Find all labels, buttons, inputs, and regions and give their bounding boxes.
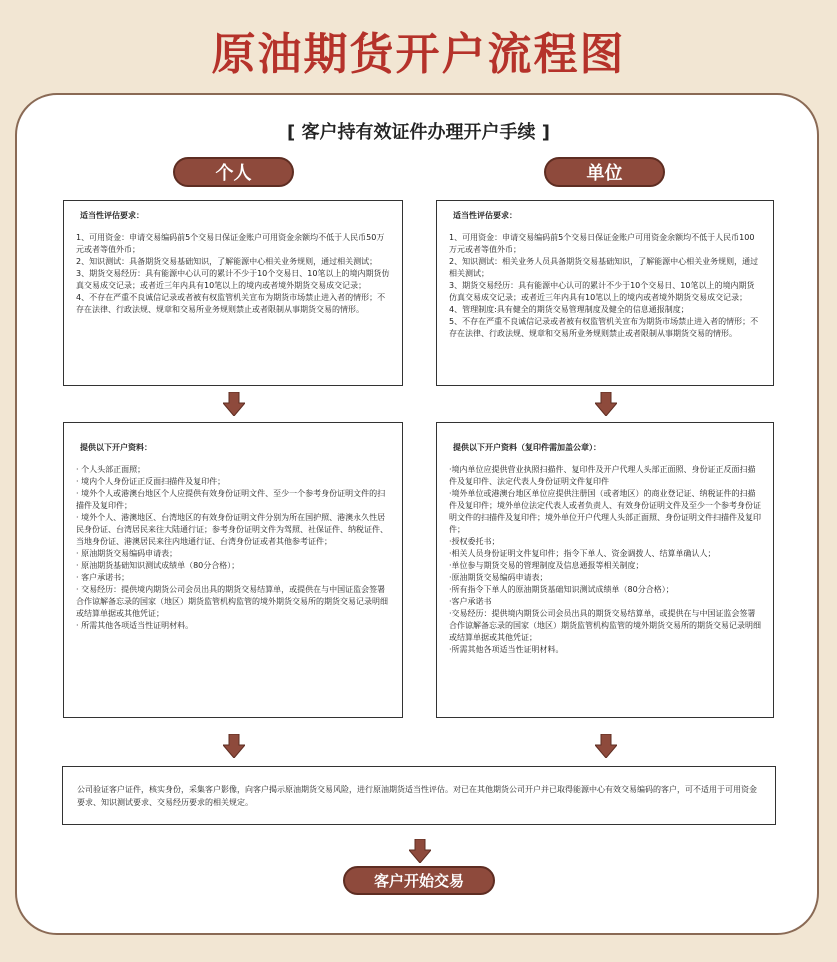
- organization-document-item: ·境外单位或港澳台地区单位应提供注册国（或者地区）的商业登记证、纳税证件的扫描件及复印件；境外单位法定代表人或者负责人、有效身份证明文件及至少一个参考身份证明文件的扫描件及复印件；境外单位开户代理人头部正面照、身份证明文件扫描件及复印件；: [449, 489, 761, 534]
- individual-assessment-line: 4、不存在严重不良诚信记录或者被有权监管机关宣布为期货市场禁止进入者的情形；不存在法律、行政法规、规章和交易所业务规则禁止或者限制从事期货交易的情形。: [76, 293, 386, 314]
- organization-assessment-line: 5、不存在严重不良诚信记录或者被有权监管机关宣布为期货市场禁止进入者的情形；不存在法律、行政法规、规章和交易所业务规则禁止或者限制从事期货交易的情形。: [449, 317, 759, 338]
- individual-document-item: · 境外个人或港澳台地区个人应提供有效身份证明文件、至少一个参考身份证明文件的扫描件及复印件；: [76, 489, 386, 510]
- organization-label: 单位: [544, 157, 665, 187]
- organization-document-item: ·单位参与期货交易的管理制度及信息通报等相关制度；: [449, 561, 644, 570]
- down-arrow-icon: [409, 839, 431, 863]
- organization-assessment-line: 4、管理制度:具有健全的期货交易管理制度及健全的信息通报制度；: [449, 305, 689, 314]
- subtitle: [ 客户持有效证件办理开户手续 ]: [287, 122, 550, 143]
- page-title: 原油期货开户流程图: [211, 29, 626, 80]
- start-trading-label: 客户开始交易: [343, 866, 495, 895]
- down-arrow-icon: [223, 734, 245, 758]
- organization-document-item: ·境内单位应提供营业执照扫描件、复印件及开户代理人头部正面照、身份证正反面扫描件及复印件、法定代表人身份证明文件复印件: [449, 465, 756, 486]
- organization-assessment-line: 3、期货交易经历：具有能源中心认可的累计不少于10个交易日、10笔以上的境内期货仿真交易成交记录；或者近三年内具有10笔以上的境内或者境外期货交易成交记录；: [449, 281, 755, 302]
- down-arrow-icon: [595, 392, 617, 416]
- organization-document-item: ·相关人员身份证明文件复印件；指令下单人、资金调拨人、结算单确认人；: [449, 549, 716, 558]
- down-arrow-icon: [595, 734, 617, 758]
- organization-document-item: ·客户承诺书: [449, 597, 492, 606]
- individual-document-item: · 原油期货基础知识测试成绩单（80分合格）；: [76, 561, 240, 570]
- individual-document-item: · 个人头部正面照；: [76, 465, 146, 474]
- organization-documents-heading: 提供以下开户资料（复印件需加盖公章）：: [453, 443, 601, 452]
- individual-assessment-box: [63, 200, 403, 386]
- individual-assessment-line: 2、知识测试：具备期货交易基础知识，了解能源中心相关业务规则，通过相关测试；: [76, 257, 378, 266]
- organization-documents-box: [436, 422, 774, 718]
- individual-documents-box: [63, 422, 403, 718]
- individual-document-item: · 原油期货交易编码申请表；: [76, 549, 178, 558]
- verification-text: 公司验证客户证件，核实身份，采集客户影像，向客户揭示原油期货交易风险，进行原油期货适当性评估。对已在其他期货公司开户并已取得能源中心有效交易编码的客户，可不适用于可用资金要求、知识测试要求、交易经历要求的相关规定。: [77, 785, 757, 807]
- organization-assessment-line: 1、可用资金：申请交易编码前5个交易日保证金账户可用资金余额均不低于人民币100万元或者等值外币；: [449, 233, 755, 254]
- organization-assessment-box: [436, 200, 774, 386]
- organization-assessment-heading: 适当性评估要求：: [453, 211, 517, 220]
- verification-box: [62, 766, 776, 825]
- individual-assessment-line: 1、可用资金：申请交易编码前5个交易日保证金账户可用资金余额均不低于人民币50万元或者等值外币；: [76, 233, 385, 254]
- individual-document-item: · 所需其他各项适当性证明材料。: [76, 621, 194, 630]
- organization-document-item: ·授权委托书；: [449, 537, 500, 546]
- individual-label: 个人: [173, 157, 294, 187]
- individual-documents-heading: 提供以下开户资料：: [80, 443, 152, 452]
- individual-assessment-line: 3、期货交易经历：具有能源中心认可的累计不少于10个交易日、10笔以上的境内期货仿真交易成交记录；或者近三年内具有10笔以上的境内或者境外期货交易成交记录；: [76, 269, 390, 290]
- organization-document-item: ·原油期货交易编码申请表；: [449, 573, 548, 582]
- down-arrow-icon: [223, 392, 245, 416]
- individual-document-item: · 境内个人身份证正反面扫描件及复印件；: [76, 477, 226, 486]
- individual-document-item: · 交易经历：提供境内期货公司会员出具的期货交易结算单，或提供在与中国证监会签署合作谅解备忘录的国家（地区）期货监管机构监管的境外期货交易所的期货交易记录明细或结算单据或其他凭证；: [76, 585, 388, 618]
- organization-document-item: ·交易经历：提供境内期货公司会员出具的期货交易结算单，或提供在与中国证监会签署合作谅解备忘录的国家（地区）期货监管机构监管的境外期货交易所的期货交易记录明细或结算单据或其他凭证；: [449, 609, 761, 642]
- organization-document-item: ·所需其他各项适当性证明材料。: [449, 645, 564, 654]
- individual-assessment-heading: 适当性评估要求：: [80, 211, 144, 220]
- individual-document-item: · 境外个人、港澳地区、台湾地区的有效身份证明文件分别为所在国护照、港澳永久性居民身份证、台湾居民来往大陆通行证；参考身份证明文件为驾照、社保证件、纳税证件、当地身份证、港澳居民来往内地通行证、台湾身份证或者其他参考证件；: [76, 513, 388, 546]
- organization-assessment-line: 2、知识测试：相关业务人员具备期货交易基础知识，了解能源中心相关业务规则，通过相关测试；: [449, 257, 759, 278]
- individual-document-item: · 客户承诺书；: [76, 573, 130, 582]
- organization-document-item: ·所有指令下单人的原油期货基础知识测试成绩单（80分合格）；: [449, 585, 674, 594]
